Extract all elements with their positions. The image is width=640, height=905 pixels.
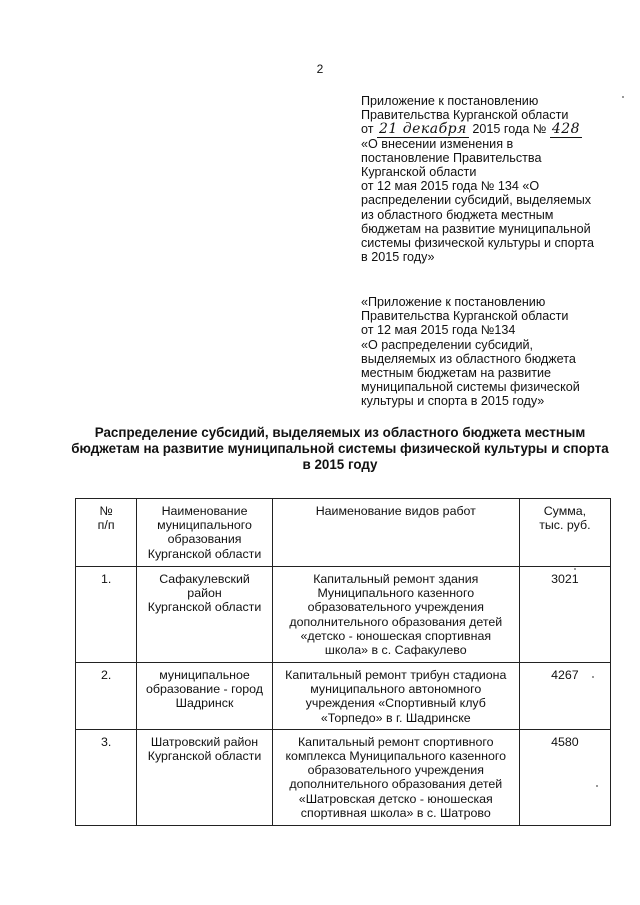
cell-works: Капитальный ремонт трибун стадиона муниципального автономного учреждения «Спортивный клуб «Торпедо» в г. Шадринске xyxy=(272,663,519,730)
cell-municipality: Сафакулевский район Курганской области xyxy=(137,567,273,663)
appendix-line: системы физической культуры и спорта xyxy=(361,236,594,251)
original-appendix-header xyxy=(361,295,621,409)
appendix-date-line xyxy=(361,122,611,136)
cell-amount: 3021 xyxy=(519,567,610,663)
subsidy-distribution-table xyxy=(75,498,611,826)
appendix-line: в 2015 году» xyxy=(361,250,435,265)
handwritten-date: 21 декабря xyxy=(379,121,467,138)
original-appendix-line: Правительства Курганской области xyxy=(361,309,569,324)
title-line: в 2015 году xyxy=(302,457,378,472)
appendix-line: Правительства Курганской области xyxy=(361,108,569,123)
header-amount: Сумма, тыс. руб. xyxy=(519,499,610,567)
appendix-line: Приложение к постановлению xyxy=(361,94,539,108)
handwritten-number: 428 xyxy=(551,121,581,138)
original-appendix-line: культуры и спорта в 2015 году» xyxy=(361,394,545,409)
table-row xyxy=(76,567,611,663)
scan-speck xyxy=(574,568,576,570)
table-header-row xyxy=(76,499,611,567)
cell-num: 1. xyxy=(76,567,137,663)
appendix-line: Курганской области xyxy=(361,165,477,180)
date-prefix: от xyxy=(361,122,374,137)
appendix-line: бюджетам на развитие муниципальной xyxy=(361,221,591,236)
header-works: Наименование видов работ xyxy=(272,499,519,567)
original-appendix-line: от 12 мая 2015 года №134 xyxy=(361,323,516,338)
cell-municipality: муниципальное образование - город Шадринск xyxy=(137,663,273,730)
scan-speck xyxy=(622,96,624,98)
appendix-line: постановление Правительства xyxy=(361,150,542,165)
cell-works: Капитальный ремонт здания Муниципального казенного образовательного учреждения дополнительного образования детей «детско - юношеская спортивная школа» в с. Сафакулево xyxy=(272,567,519,663)
appendix-line: из областного бюджета местным xyxy=(361,207,554,222)
cell-num: 2. xyxy=(76,663,137,730)
scan-speck xyxy=(596,785,598,787)
original-appendix-line: муниципальной системы физической xyxy=(361,380,580,395)
cell-municipality: Шатровский район Курганской области xyxy=(137,729,273,825)
page-number: 2 xyxy=(316,62,324,76)
cell-works: Капитальный ремонт спортивного комплекса Муниципального казенного образовательного учреждения дополнительного образования детей «Шатровская детско - юношеская спортивная школа» в с. Шатрово xyxy=(272,729,519,825)
original-appendix-line: «Приложение к постановлению xyxy=(361,295,546,309)
document-title xyxy=(60,425,620,473)
date-year: 2015 года № xyxy=(472,122,547,137)
header-municipality: Наименование муниципального образования Курганской области xyxy=(137,499,273,567)
cell-amount: 4580 xyxy=(519,729,610,825)
cell-amount: 4267 xyxy=(519,663,610,730)
header-num: № п/п xyxy=(76,499,137,567)
appendix-line: от 12 мая 2015 года № 134 «О xyxy=(361,179,540,194)
table-row xyxy=(76,729,611,825)
original-appendix-line: местным бюджетам на развитие xyxy=(361,366,552,381)
title-line: Распределение субсидий, выделяемых из областного бюджета местным xyxy=(94,425,586,440)
cell-num: 3. xyxy=(76,729,137,825)
original-appendix-line: выделяемых из областного бюджета xyxy=(361,351,576,366)
appendix-header xyxy=(361,94,611,264)
appendix-line: распределении субсидий, выделяемых xyxy=(361,193,592,208)
title-line: бюджетам на развитие муниципальной системы физической культуры и спорта xyxy=(71,441,609,456)
scan-speck xyxy=(592,676,594,678)
original-appendix-line: «О распределении субсидий, xyxy=(361,337,534,352)
appendix-line: «О внесении изменения в xyxy=(361,136,514,151)
table-row xyxy=(76,663,611,730)
